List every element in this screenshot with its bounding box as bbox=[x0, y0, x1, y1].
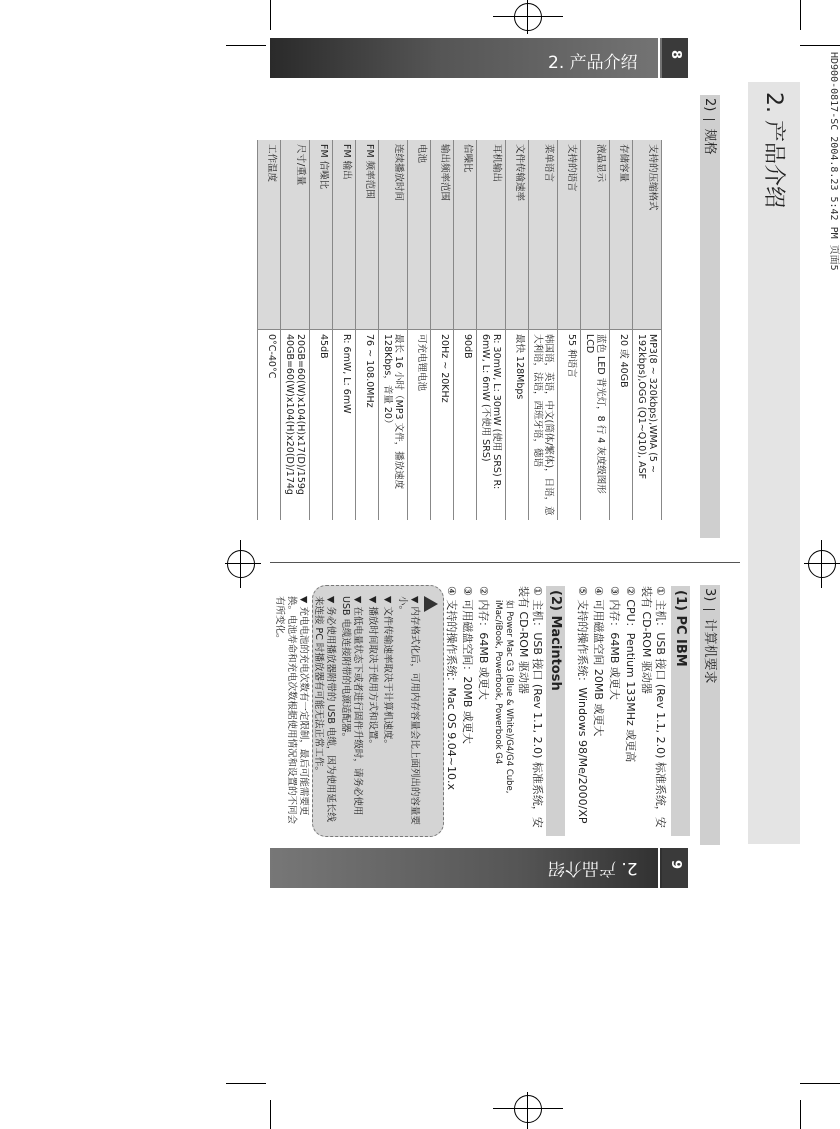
spec-row bbox=[309, 140, 332, 520]
mac-title-bar: (2) Macintosh bbox=[546, 586, 565, 836]
ibm-requirements-list bbox=[565, 586, 671, 836]
spec-row bbox=[407, 140, 430, 520]
crop-line bbox=[800, 45, 840, 46]
spec-row bbox=[580, 140, 609, 520]
note-item: ▼ 内存格式化后，可用内存容量会比上面列出的容量要小。 bbox=[397, 596, 420, 825]
ibm-requirement-item: ① 主机：USB 接口 (Rev 1.1, 2.0) 标准系统，安装有 CD-ROM 驱动器 bbox=[640, 586, 667, 828]
ibm-title-bar: (1) PC IBM bbox=[671, 586, 690, 836]
spec-label: 信噪比 bbox=[454, 140, 476, 330]
warning-triangle-icon bbox=[424, 596, 438, 612]
ibm-requirement-item: ② CPU：Pentium 133MHz 或更高 bbox=[624, 586, 637, 763]
spec-label: 电池 bbox=[408, 140, 430, 330]
requirements-heading-text: 计算机要求 bbox=[702, 618, 717, 684]
registration-mark-top bbox=[493, 0, 563, 40]
page-fold-line bbox=[270, 562, 800, 563]
spec-value: R: 30mW, L: 30mW (使用 SRS) R: 6mW, L: 6mW (不使用 SRS) bbox=[480, 334, 502, 490]
spec-value: MP3(8 ~ 320kbps),WMA (5 ~ 192kbps),OGG (Q1~Q10), ASF bbox=[636, 334, 658, 480]
note-item: ▼ 播放时间取决于使用方式和设置。 bbox=[367, 596, 378, 749]
spec-row bbox=[476, 140, 505, 520]
spec-label: 文件传输速率 bbox=[506, 140, 528, 330]
crop-line bbox=[226, 1083, 266, 1084]
spec-value: 20 或 40GB bbox=[618, 334, 629, 388]
requirements-heading-num: 3) bbox=[702, 588, 717, 602]
crop-line bbox=[270, 0, 271, 30]
spec-row bbox=[257, 140, 280, 520]
spec-label: FM 频率范围 bbox=[356, 140, 378, 330]
header-title-page-9: 2. 产品介绍 bbox=[548, 858, 638, 878]
page-number-9 bbox=[667, 860, 683, 880]
spec-value: 45dB bbox=[318, 334, 329, 359]
ibm-requirement-item: ③ 内存：64MB 或更大 bbox=[608, 586, 621, 700]
spec-label: 液晶显示 bbox=[581, 140, 609, 330]
heading-divider bbox=[704, 609, 716, 610]
specs-heading-text: 规格 bbox=[702, 128, 717, 155]
spec-label: FM 信噪比 bbox=[310, 140, 332, 330]
spec-row bbox=[280, 140, 309, 520]
spec-value: R: 6mW, L: 6mW bbox=[341, 334, 352, 414]
spec-value: 20GB=60(W)x104(H)x17(D)/159g 40GB=60(W)x104(H)x20(D)/174g bbox=[284, 334, 306, 495]
spec-value: 韩国语，英语，中文(简体/繁体)，日语，意大利语，法语，西班牙语，德语 bbox=[532, 334, 554, 516]
spec-row bbox=[528, 140, 557, 520]
side-title-tab-edge bbox=[740, 82, 748, 844]
spec-label: 菜单语言 bbox=[529, 140, 557, 330]
spec-row bbox=[505, 140, 528, 520]
spec-value: 20Hz ~ 20KHz bbox=[439, 334, 450, 403]
spec-row bbox=[557, 140, 580, 520]
mac-item-1-sub: 如 Power Mac G3 (Blue & White)/G4/G4 Cube, iMac/iBook, Powerbook, Powerbook G4 bbox=[493, 600, 514, 794]
print-slug-text: HD900-0817-SC 2004.8.23 5:42 PM 页面5 bbox=[828, 52, 839, 271]
spec-label: 存储容量 bbox=[610, 140, 632, 330]
registration-mark-right bbox=[800, 540, 840, 588]
spec-row bbox=[609, 140, 632, 520]
spec-value: 最快 128Mbps bbox=[514, 334, 525, 400]
spec-value: 可充电锂电池 bbox=[416, 334, 427, 392]
spec-label: 耳机输出 bbox=[477, 140, 505, 330]
side-title-text: 2. 产品介绍 bbox=[761, 92, 786, 208]
mac-requirements-list bbox=[444, 586, 490, 836]
spec-label: 输出频率范围 bbox=[431, 140, 453, 330]
print-slug bbox=[826, 52, 840, 412]
spec-table bbox=[257, 140, 662, 520]
crop-line bbox=[270, 1100, 271, 1129]
spec-value: 76 ~ 108.0MHz bbox=[364, 334, 375, 408]
spec-row bbox=[632, 140, 661, 520]
spec-label: 支持的语言 bbox=[558, 140, 580, 330]
requirements-heading bbox=[699, 588, 719, 788]
spec-label: 工作温度 bbox=[258, 140, 280, 330]
mac-requirement-item: ④ 支持的操作系统：Mac OS 9.04~10.x bbox=[445, 586, 458, 790]
spec-label: FM 输出 bbox=[333, 140, 355, 330]
note-item: ▼ 充电电池的充电次数有一定限制，最后可能需要更换。电池寿命和充电次数根据使用情况和设置的不同会有所变化。 bbox=[274, 596, 309, 825]
spec-row bbox=[430, 140, 453, 520]
note-item: ▼ 文件传输速率取决于计算机速度。 bbox=[382, 596, 393, 749]
spec-value: 0°C-40°C bbox=[266, 334, 277, 379]
note-item: ▼ 在低电量状态下或者进行固件升级时，请务必使用 USB 电缆连接附带的电源适配器。 bbox=[340, 596, 363, 816]
page-number-8 bbox=[667, 50, 683, 70]
spec-value: 最长 16 小时（MP3 文件，播放速度 128Kbps，音量 20） bbox=[382, 334, 404, 490]
spec-table-body bbox=[257, 140, 662, 520]
specs-heading bbox=[699, 98, 719, 298]
spec-row bbox=[378, 140, 407, 520]
spec-row bbox=[355, 140, 378, 520]
spec-label: 连续播放时间 bbox=[379, 140, 407, 330]
spec-value: 蓝色 LED 背光灯，8 行 4 灰度级图形 LCD bbox=[584, 334, 606, 494]
mac-requirement-item: ③ 可用磁盘空间：20MB 或更大 bbox=[461, 586, 474, 744]
heading-divider bbox=[704, 119, 716, 120]
spec-row bbox=[332, 140, 355, 520]
header-title-page-8: 2. 产品介绍 bbox=[548, 53, 638, 73]
crop-line bbox=[800, 0, 801, 30]
notes-content bbox=[270, 596, 438, 826]
page-number-8-text: 8 bbox=[668, 50, 683, 60]
requirements-content bbox=[442, 586, 690, 836]
spec-value: 55 种语言 bbox=[566, 334, 577, 378]
page-number-9-text: 9 bbox=[668, 860, 683, 870]
registration-mark-left bbox=[225, 540, 265, 588]
ibm-requirement-item: ⑤ 支持的操作系统：Windows 98/Me/2000/XP bbox=[576, 586, 589, 824]
notes-list bbox=[273, 596, 420, 826]
mac-item-1: ① 主机：USB 接口 (Rev 1.1, 2.0) 标准系统，安装有 CD-ROM 驱动器 bbox=[517, 586, 544, 828]
note-item: ▼ 务必使用播放器附带的 USB 电缆，因为使用延长线来连接 PC 时播放器有可能无法正常工作。 bbox=[313, 596, 336, 822]
registration-mark-bottom bbox=[493, 1090, 563, 1129]
crop-line bbox=[800, 1100, 801, 1129]
specs-heading-num: 2) bbox=[702, 98, 717, 112]
spec-label: 支持的压缩格式 bbox=[633, 140, 661, 330]
spec-row bbox=[453, 140, 476, 520]
side-title bbox=[753, 92, 793, 342]
spec-value: 90dB bbox=[462, 334, 473, 359]
crop-line bbox=[226, 45, 266, 46]
crop-line bbox=[800, 1083, 840, 1084]
ibm-requirement-item: ④ 可用磁盘空间 20MB 或更大 bbox=[592, 586, 605, 737]
mac-requirement-item: ② 内存：64MB 或更大 bbox=[477, 586, 490, 700]
spec-label: 尺寸/重量 bbox=[281, 140, 309, 330]
